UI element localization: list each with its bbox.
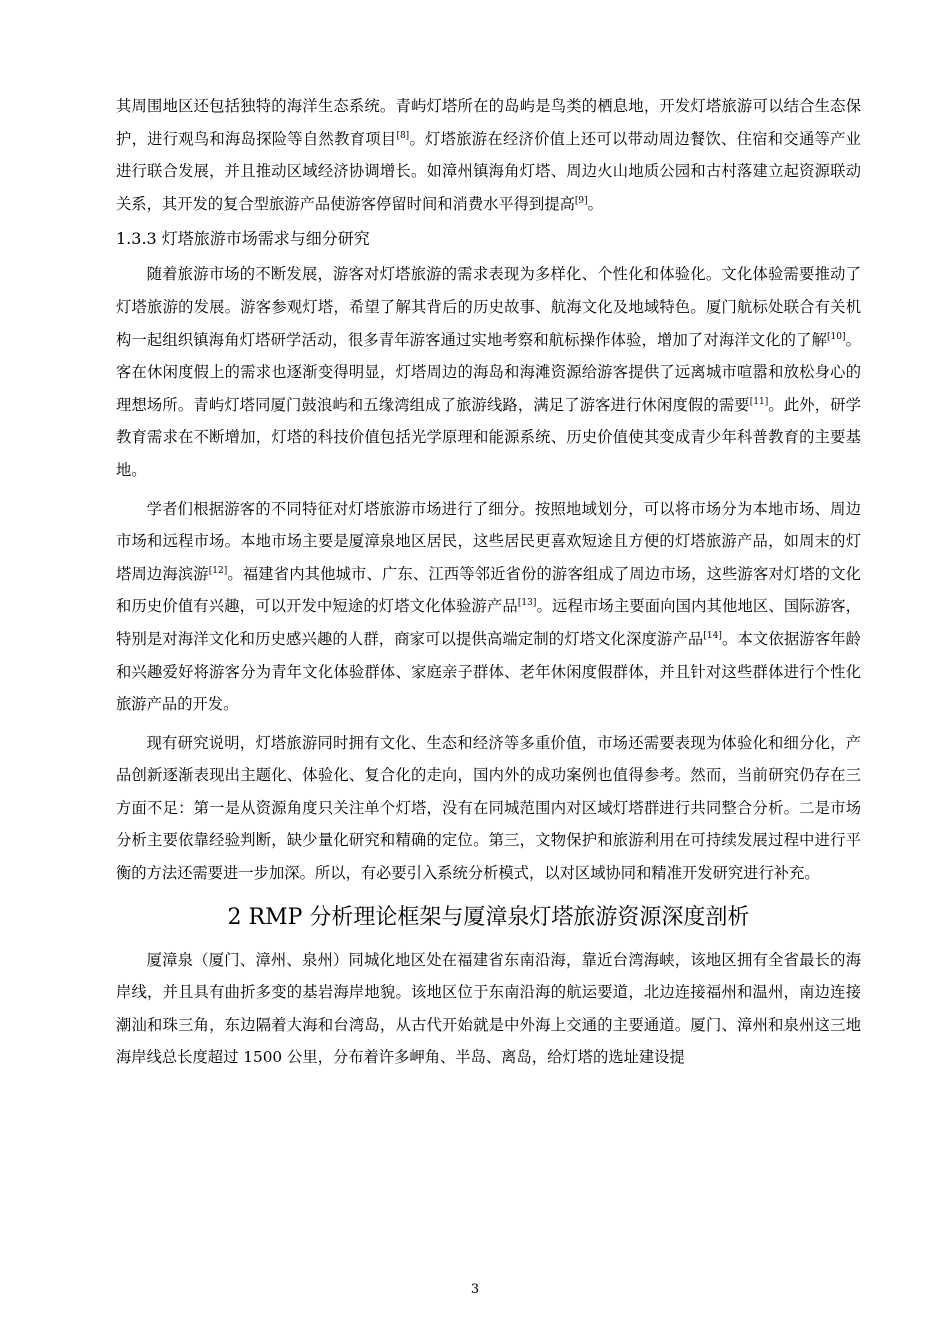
paragraph-market-demand: [116, 258, 861, 486]
citation-ref: [14]: [703, 630, 722, 641]
text-run: 。福建省内其他城市、广东、江西等邻近省份的游客组成了周边市场，这些游客对灯塔的文化和历史价值有兴趣，可以开发中短途的灯塔文化体验游产品: [116, 564, 861, 616]
section-heading: 2 RMP 分析理论框架与厦漳泉灯塔旅游资源深度剖析: [227, 904, 750, 930]
text-run: 。远程市场主要面向国内其他地区、国际游客，特别是对海洋文化和历史感兴趣的人群，商家可以提供高端定制的灯塔文化深度游产品: [116, 597, 861, 648]
citation-ref: [9]: [574, 195, 588, 206]
paragraph-region-overview: 厦漳泉（厦门、漳州、泉州）同城化地区处在福建省东南沿海，靠近台湾海峡，该地区拥有全省最长的海岸线，并且具有曲折多变的基岩海岸地貌。该地区位于东南沿海的航运要道，北边连接福州和温州，南边连接潮汕和珠三角，东边隔着大海和台湾岛，从古代开始就是中外海上交通的主要通道。厦门、漳州和泉州这三地海岸线总长度超过 1500 公里，分布着许多岬角、半岛、离岛，给灯塔的选址建设提: [116, 950, 861, 1067]
text-run: 。灯塔旅游在经济价值上还可以带动周边餐饮、住宿和交通等产业进行联合发展，并且推动区域经济协调增长。如漳州镇海角灯塔、周边火山地质公园和古村落建立起资源联动关系，其开发的复合型旅游产品使游客停留时间和消费水平得到提高: [116, 129, 861, 213]
paragraph-market-segmentation: [116, 493, 861, 721]
text-run: 随着旅游市场的不断发展，游客对灯塔旅游的需求表现为多样化、个性化和体验化。文化体验需要推动了灯塔旅游的发展。游客参观灯塔，希望了解其背后的历史故事、航海文化及地域特色。厦门航标处联合有关机构一起组织镇海角灯塔研学活动，很多青年游客通过实地考察和航标操作体验，增加了对海洋文化的了解: [116, 265, 861, 349]
page-number: 3: [470, 1282, 480, 1297]
citation-ref: [8]: [396, 130, 410, 141]
text-run: 学者们根据游客的不同特征对灯塔旅游市场进行了细分。按照地域划分，可以将市场分为本地市场、周边市场和远程市场。本地市场主要是厦漳泉地区居民，这些居民更喜欢短途且方便的灯塔旅游产品，如周末的灯塔周边海滨游: [116, 499, 861, 583]
document-page: [116, 90, 861, 1074]
text-run: 。: [587, 194, 603, 213]
citation-ref: [10]: [827, 331, 846, 342]
text-run: 。此外，研学教育需求在不断增加，灯塔的科技价值包括光学原理和能源系统、历史价值使其变成青少年科普教育的主要基地。: [116, 395, 861, 479]
text-run: 。客在休闲度假上的需求也逐渐变得明显，灯塔周边的海岛和海滩资源给游客提供了远离城市喧嚣和放松身心的理想场所。青屿灯塔同厦门鼓浪屿和五缘湾组成了旅游线路，满足了游客进行休闲度假的需要: [116, 330, 861, 414]
subsection-heading: 1.3.3 灯塔旅游市场需求与细分研究: [116, 229, 370, 249]
paragraph-research-summary: 现有研究说明，灯塔旅游同时拥有文化、生态和经济等多重价值，市场还需要表现为体验化和细分化，产品创新逐渐表现出主题化、体验化、复合化的走向，国内外的成功案例也值得参考。然而，当前研究仍存在三方面不足：第一是从资源角度只关注单个灯塔，没有在同城范围内对区域灯塔群进行共同整合分析。二是市场分析主要依靠经验判断，缺少量化研究和精确的定位。第三，文物保护和旅游利用在可持续发展过程中进行平衡的方法还需要进一步加深。所以，有必要引入系统分析模式，以对区域协同和精准开发研究进行补充。: [116, 733, 861, 883]
text-run: 其周围地区还包括独特的海洋生态系统。青屿灯塔所在的岛屿是鸟类的栖息地，开发灯塔旅游可以结合生态保护，进行观鸟和海岛探险等自然教育项目: [116, 97, 861, 148]
text-run: 。本文依据游客年龄和兴趣爱好将游客分为青年文化体验群体、家庭亲子群体、老年休闲度假群体，并且针对这些群体进行个性化旅游产品的开发。: [116, 629, 861, 714]
citation-ref: [11]: [749, 396, 769, 407]
citation-ref: [13]: [517, 598, 537, 609]
citation-ref: [12]: [208, 565, 228, 576]
paragraph-ecology-economy: [116, 90, 861, 220]
